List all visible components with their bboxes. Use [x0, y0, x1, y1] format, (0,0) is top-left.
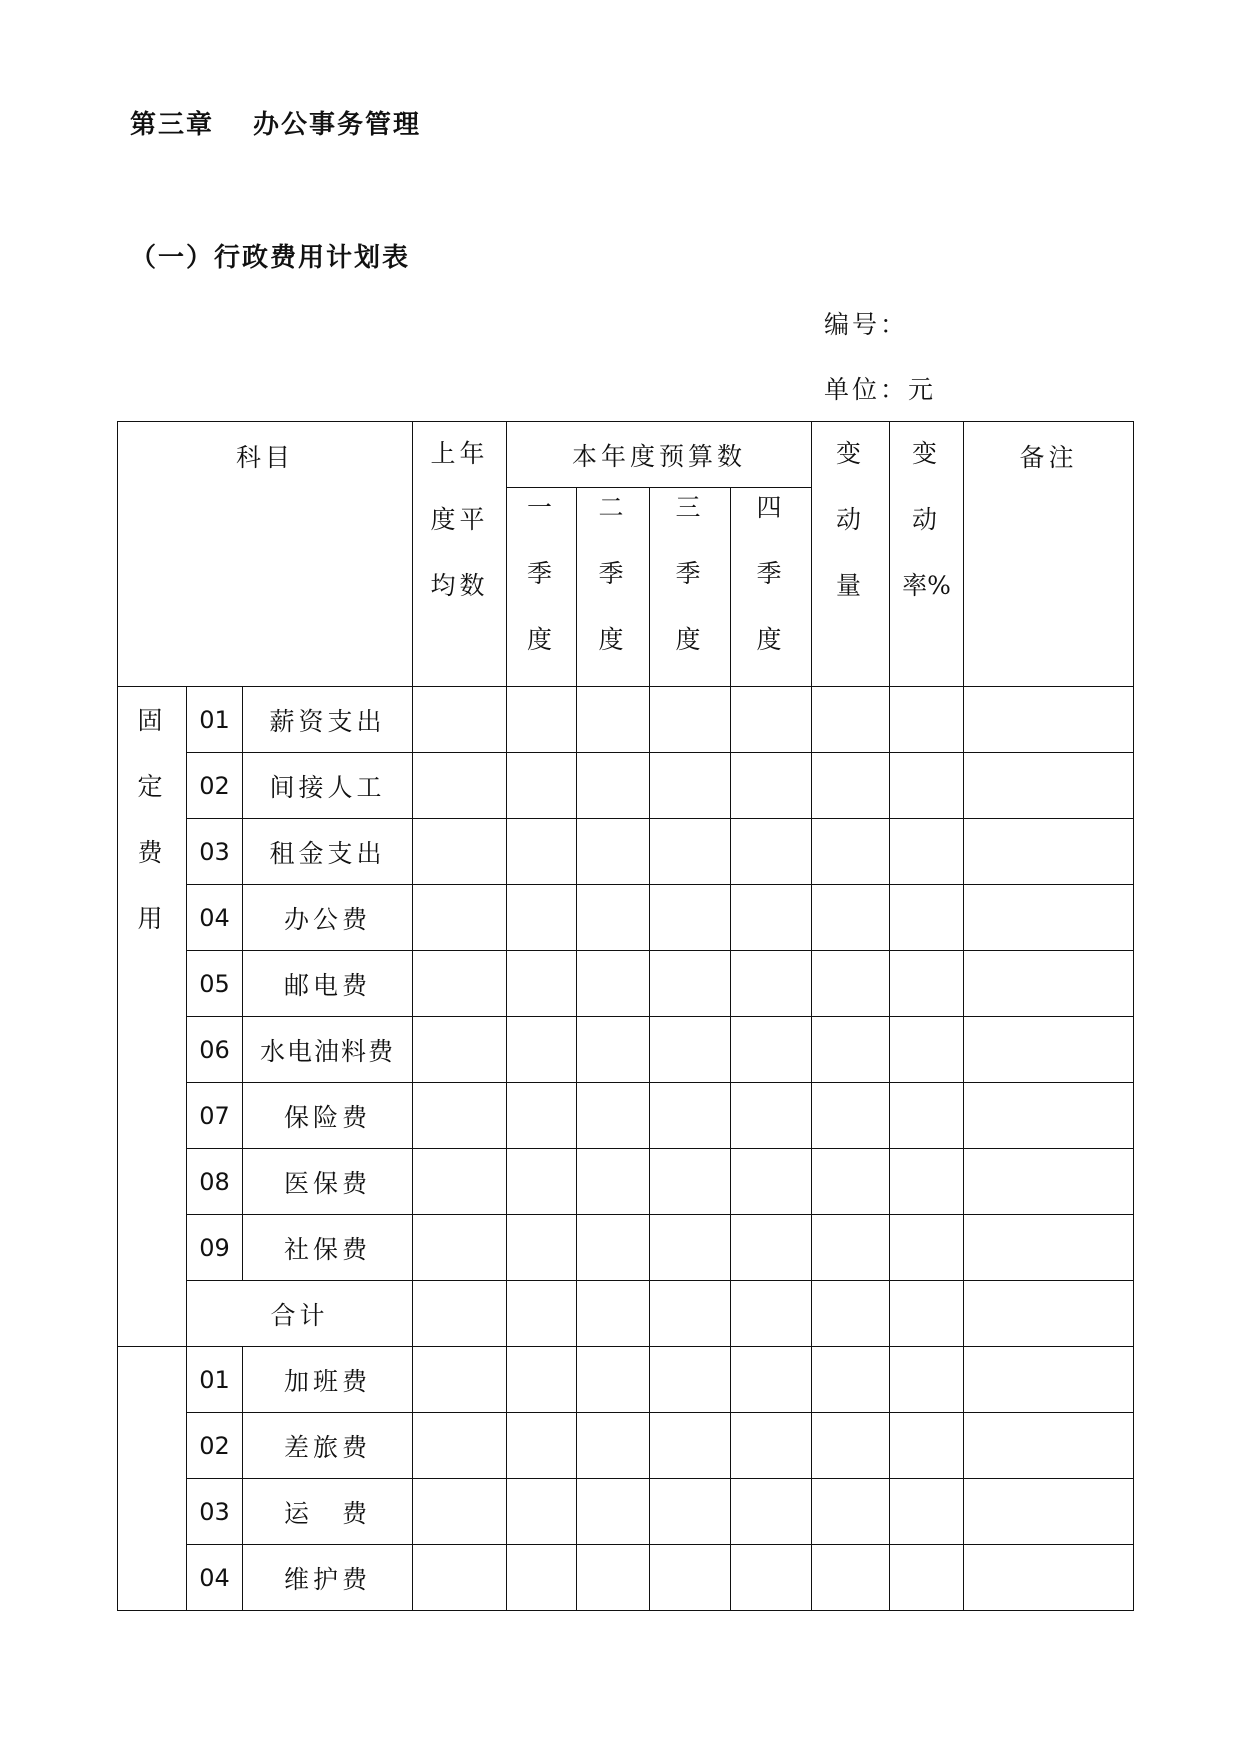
cell-empty[interactable] [731, 1545, 812, 1611]
table-row [118, 819, 1134, 885]
cell-empty[interactable] [413, 687, 507, 753]
item-name: 社保费 [243, 1215, 413, 1281]
cell-empty[interactable] [890, 1215, 964, 1281]
cell-empty[interactable] [964, 1017, 1134, 1083]
cell-empty[interactable] [650, 1281, 731, 1347]
cell-empty[interactable] [507, 885, 577, 951]
cell-empty[interactable] [650, 885, 731, 951]
cell-empty[interactable] [964, 753, 1134, 819]
cell-empty[interactable] [577, 1083, 650, 1149]
cell-empty[interactable] [731, 1281, 812, 1347]
header-subject: 科目 [118, 422, 413, 687]
item-code: 08 [187, 1149, 243, 1215]
currency-unit-label: 单位：元 [824, 375, 937, 404]
item-code: 09 [187, 1215, 243, 1281]
cell-empty[interactable] [507, 1479, 577, 1545]
cell-empty[interactable] [731, 1083, 812, 1149]
cell-empty[interactable] [812, 1281, 890, 1347]
cell-empty[interactable] [507, 951, 577, 1017]
cell-empty[interactable] [731, 819, 812, 885]
cell-empty[interactable] [577, 1479, 650, 1545]
cell-empty[interactable] [964, 819, 1134, 885]
item-code: 04 [187, 1545, 243, 1611]
item-name: 医保费 [243, 1149, 413, 1215]
table-row [118, 885, 1134, 951]
header-budget: 本年度预算数 [507, 422, 812, 488]
cell-empty[interactable] [507, 819, 577, 885]
item-name: 运 费 [243, 1479, 413, 1545]
table-row [118, 1083, 1134, 1149]
cell-empty[interactable] [577, 1347, 650, 1413]
cell-empty[interactable] [964, 1347, 1134, 1413]
cell-empty[interactable] [812, 885, 890, 951]
cell-empty[interactable] [812, 951, 890, 1017]
table-row [118, 1479, 1134, 1545]
header-quarter-1: 一 季 度 [507, 488, 577, 687]
header-change-rate: 变 动 率% [890, 422, 964, 687]
table-row [118, 753, 1134, 819]
item-name: 加班费 [243, 1347, 413, 1413]
cell-empty[interactable] [413, 1413, 507, 1479]
cell-empty[interactable] [890, 1281, 964, 1347]
cell-empty[interactable] [507, 1281, 577, 1347]
cell-empty[interactable] [413, 1215, 507, 1281]
item-name: 水电油料费 [243, 1017, 413, 1083]
cell-empty[interactable] [413, 1347, 507, 1413]
cell-empty[interactable] [413, 951, 507, 1017]
table-row [118, 951, 1134, 1017]
table-row [118, 687, 1134, 753]
cell-empty[interactable] [731, 1347, 812, 1413]
cell-empty[interactable] [964, 1545, 1134, 1611]
cell-empty[interactable] [650, 1347, 731, 1413]
cell-empty[interactable] [650, 1149, 731, 1215]
table-row [118, 1215, 1134, 1281]
cell-empty[interactable] [890, 1347, 964, 1413]
item-name: 间接人工 [243, 753, 413, 819]
cell-empty[interactable] [577, 1413, 650, 1479]
item-code: 07 [187, 1083, 243, 1149]
cell-empty[interactable] [413, 1149, 507, 1215]
item-code: 01 [187, 1347, 243, 1413]
item-name: 租金支出 [243, 819, 413, 885]
cell-empty[interactable] [890, 1083, 964, 1149]
cell-empty[interactable] [812, 687, 890, 753]
cell-empty[interactable] [812, 1413, 890, 1479]
table-row [118, 1017, 1134, 1083]
item-code: 01 [187, 687, 243, 753]
cell-empty[interactable] [964, 1413, 1134, 1479]
cell-empty[interactable] [650, 687, 731, 753]
table-row [118, 1545, 1134, 1611]
header-last-year-average: 上年 度平 均数 [413, 422, 507, 687]
cell-empty[interactable] [890, 1149, 964, 1215]
cell-empty[interactable] [577, 1281, 650, 1347]
cell-empty[interactable] [577, 1545, 650, 1611]
cell-empty[interactable] [650, 1545, 731, 1611]
cell-empty[interactable] [413, 1017, 507, 1083]
section-title: （一）行政费用计划表 [130, 243, 411, 273]
cell-empty[interactable] [964, 1479, 1134, 1545]
cell-empty[interactable] [413, 753, 507, 819]
cell-empty[interactable] [507, 1083, 577, 1149]
cell-empty[interactable] [507, 1215, 577, 1281]
cell-empty[interactable] [812, 1479, 890, 1545]
cell-empty[interactable] [577, 1017, 650, 1083]
item-code: 05 [187, 951, 243, 1017]
cell-empty[interactable] [812, 819, 890, 885]
cell-empty[interactable] [890, 1017, 964, 1083]
cell-empty[interactable] [731, 885, 812, 951]
cell-empty[interactable] [650, 753, 731, 819]
cell-empty[interactable] [964, 885, 1134, 951]
item-code: 06 [187, 1017, 243, 1083]
cell-empty[interactable] [812, 1545, 890, 1611]
category-fixed-expenses: 固 定 费 用 [118, 687, 187, 1347]
cell-empty[interactable] [413, 885, 507, 951]
item-name: 办公费 [243, 885, 413, 951]
item-name: 维护费 [243, 1545, 413, 1611]
cell-empty[interactable] [890, 1413, 964, 1479]
cell-empty[interactable] [731, 1413, 812, 1479]
cell-empty[interactable] [964, 687, 1134, 753]
item-code: 04 [187, 885, 243, 951]
item-code: 03 [187, 1479, 243, 1545]
cell-empty[interactable] [413, 1479, 507, 1545]
cell-empty[interactable] [650, 1215, 731, 1281]
cell-empty[interactable] [964, 1149, 1134, 1215]
cell-empty[interactable] [650, 1083, 731, 1149]
document-code-label: 编号： [824, 310, 909, 339]
cell-empty[interactable] [507, 1413, 577, 1479]
cell-empty[interactable] [890, 687, 964, 753]
cell-empty[interactable] [731, 687, 812, 753]
cell-empty[interactable] [890, 1545, 964, 1611]
item-name: 薪资支出 [243, 687, 413, 753]
cell-empty[interactable] [413, 819, 507, 885]
table-row [118, 1347, 1134, 1413]
cell-empty[interactable] [577, 951, 650, 1017]
cell-empty[interactable] [577, 1215, 650, 1281]
table-row [118, 1413, 1134, 1479]
cell-empty[interactable] [650, 1017, 731, 1083]
cell-empty[interactable] [413, 1545, 507, 1611]
cell-empty[interactable] [812, 1347, 890, 1413]
cell-empty[interactable] [731, 1479, 812, 1545]
cell-empty[interactable] [964, 1083, 1134, 1149]
header-row-1 [118, 422, 1134, 488]
item-code: 02 [187, 753, 243, 819]
item-code: 03 [187, 819, 243, 885]
category-variable-expenses [118, 1347, 187, 1611]
header-quarter-4: 四 季 度 [731, 488, 812, 687]
cell-empty[interactable] [507, 1149, 577, 1215]
cell-empty[interactable] [890, 951, 964, 1017]
cell-empty[interactable] [731, 1149, 812, 1215]
header-remarks: 备注 [964, 422, 1134, 687]
expense-plan-table [117, 421, 1134, 1611]
cell-empty[interactable] [812, 1017, 890, 1083]
cell-empty[interactable] [577, 885, 650, 951]
cell-empty[interactable] [577, 1149, 650, 1215]
cell-empty[interactable] [650, 951, 731, 1017]
cell-empty[interactable] [731, 951, 812, 1017]
item-name: 邮电费 [243, 951, 413, 1017]
cell-empty[interactable] [812, 1149, 890, 1215]
chapter-title: 第三章 办公事务管理 [130, 110, 422, 140]
cell-empty[interactable] [812, 753, 890, 819]
header-quarter-2: 二 季 度 [577, 488, 650, 687]
item-code: 02 [187, 1413, 243, 1479]
cell-empty[interactable] [507, 1347, 577, 1413]
subtotal-row [118, 1281, 1134, 1347]
cell-empty[interactable] [731, 1017, 812, 1083]
cell-empty[interactable] [731, 753, 812, 819]
cell-empty[interactable] [507, 753, 577, 819]
cell-empty[interactable] [890, 753, 964, 819]
cell-empty[interactable] [964, 1281, 1134, 1347]
cell-empty[interactable] [812, 1215, 890, 1281]
header-change-amount: 变 动 量 [812, 422, 890, 687]
cell-empty[interactable] [890, 1479, 964, 1545]
item-name: 保险费 [243, 1083, 413, 1149]
cell-empty[interactable] [507, 1017, 577, 1083]
item-name: 差旅费 [243, 1413, 413, 1479]
cell-empty[interactable] [507, 687, 577, 753]
cell-empty[interactable] [731, 1215, 812, 1281]
cell-empty[interactable] [413, 1281, 507, 1347]
cell-empty[interactable] [413, 1083, 507, 1149]
header-quarter-3: 三 季 度 [650, 488, 731, 687]
subtotal-label: 合计 [187, 1281, 413, 1347]
cell-empty[interactable] [890, 819, 964, 885]
cell-empty[interactable] [577, 819, 650, 885]
cell-empty[interactable] [964, 951, 1134, 1017]
cell-empty[interactable] [812, 1083, 890, 1149]
cell-empty[interactable] [650, 1479, 731, 1545]
cell-empty[interactable] [577, 753, 650, 819]
cell-empty[interactable] [577, 687, 650, 753]
cell-empty[interactable] [890, 885, 964, 951]
table-row [118, 1149, 1134, 1215]
cell-empty[interactable] [650, 1413, 731, 1479]
cell-empty[interactable] [964, 1215, 1134, 1281]
cell-empty[interactable] [650, 819, 731, 885]
cell-empty[interactable] [507, 1545, 577, 1611]
